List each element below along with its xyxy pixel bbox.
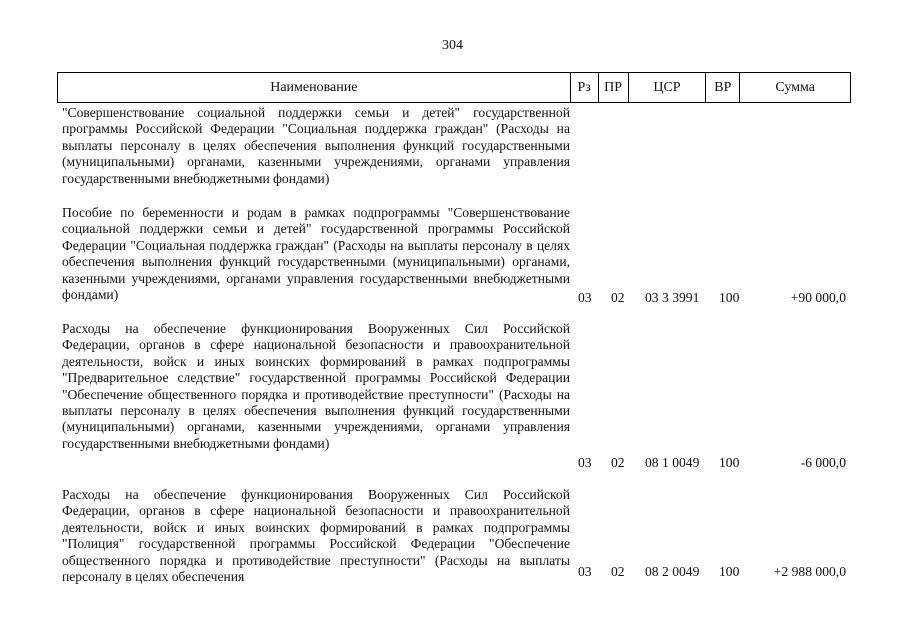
- row-sum: +2 988 000,0: [773, 564, 846, 579]
- header-name: Наименование: [58, 73, 571, 102]
- page-number: 304: [442, 38, 463, 53]
- row-rz: 03: [578, 455, 592, 470]
- header-csr: ЦСР: [629, 73, 707, 102]
- row-vr: 100: [719, 455, 740, 470]
- row-vr: 100: [719, 564, 740, 579]
- row-csr: 03 3 3991: [645, 290, 700, 305]
- row-description: Пособие по беременности и родам в рамках подпрограммы "Совершенствование социальной поддержки семьи и детей" государственной программы Российской Федерации "Социальная поддержка граждан" (Расходы на выплаты персоналу в целях обеспечения выполнения функций государственными (муниципальными) органами, казенными учреждениями, органами управления государственными внебюджетными фондами): [62, 205, 570, 303]
- row-pr: 02: [611, 455, 625, 470]
- header-rz: Рз: [571, 73, 599, 102]
- row-description: Расходы на обеспечение функционирования Вооруженных Сил Российской Федерации, органов в сфере национальной безопасности и правоохранительной деятельности, войск и иных воинских формирований в рамках подпрограммы "Полиция" государственной программы Российской Федерации "Обеспечение общественного порядка и противодействие преступности" (Расходы на выплаты персоналу в целях обеспечения: [62, 487, 570, 585]
- row-rz: 03: [578, 290, 592, 305]
- row-description: Расходы на обеспечение функционирования Вооруженных Сил Российской Федерации, органов в сфере национальной безопасности и правоохранительной деятельности, войск и иных воинских формирований в рамках подпрограммы "Предварительное следствие" государственной программы Российской Федерации "Обеспечение общественного порядка и противодействие преступности" (Расходы на выплаты персоналу в целях обеспечения выполнения функций государственными (муниципальными) органами, казенными учреждениями, органами управления государственными внебюджетными фондами): [62, 321, 570, 451]
- row-csr: 08 1 0049: [645, 455, 700, 470]
- row-pr: 02: [611, 290, 625, 305]
- row-description: "Совершенствование социальной поддержки семьи и детей" государственной программы Российской Федерации "Социальная поддержка граждан" (Расходы на выплаты персоналу в целях обеспечения выполнения функций государственными (муниципальными) органами, казенными учреждениями, органами управления государственными внебюджетными фондами): [62, 105, 570, 186]
- row-rz: 03: [578, 564, 592, 579]
- table-header: [57, 72, 851, 103]
- header-vr: ВР: [706, 73, 740, 102]
- header-sum: Сумма: [775, 79, 815, 95]
- row-vr: 100: [719, 290, 740, 305]
- row-sum: +90 000,0: [790, 290, 846, 305]
- row-sum: -6 000,0: [800, 455, 846, 470]
- row-csr: 08 2 0049: [645, 564, 700, 579]
- header-pr: ПР: [599, 73, 629, 102]
- row-pr: 02: [611, 564, 625, 579]
